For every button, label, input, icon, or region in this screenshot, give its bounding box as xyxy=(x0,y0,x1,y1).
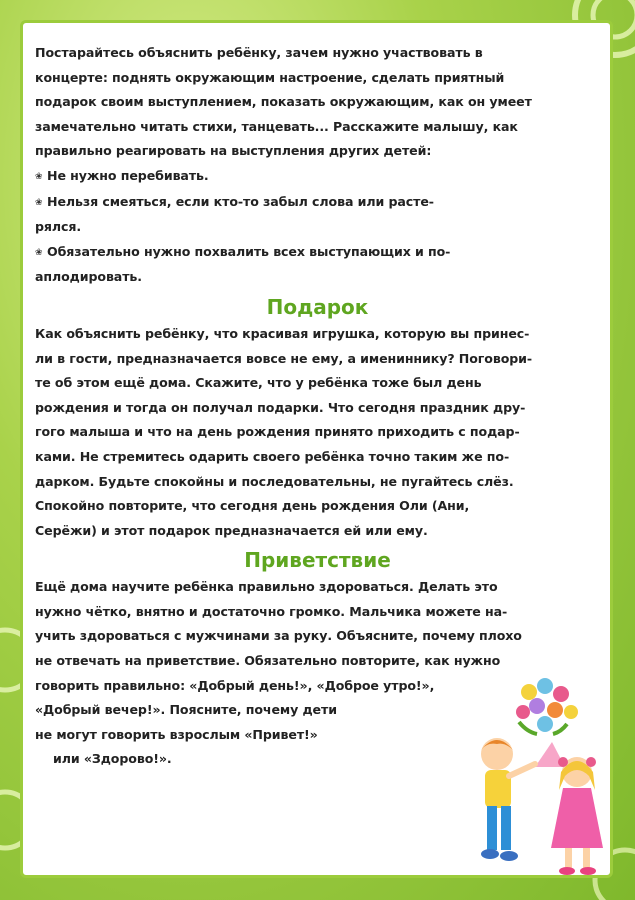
gift-line: гого малыша и что на день рождения принято приходить с подар- xyxy=(35,424,520,440)
gift-line: Серёжи) и этот подарок предназначается ей или ему. xyxy=(35,522,428,538)
gift-line: Спокойно повторите, что сегодня день рождения Оли (Ани, xyxy=(35,498,470,514)
intro-line: замечательно читать стихи, танцевать... Расскажите малышу, как xyxy=(35,118,518,134)
greeting-line: учить здороваться с мужчинами за руку. Объясните, почему плохо xyxy=(35,628,522,644)
bullet-item: ❀ Обязательно нужно похвалить всех выступающих и по- xyxy=(35,240,600,266)
gift-heading: Подарок xyxy=(266,294,369,319)
bullet-continuation: рялся. xyxy=(35,219,82,235)
gift-line: рождения и тогда он получал подарки. Что сегодня праздник дру- xyxy=(35,399,526,415)
intro-line: подарок своим выступлением, показать окружающим, как он умеет xyxy=(35,94,532,110)
intro-line: концерте: поднять окружающим настроение, сделать приятный xyxy=(35,69,505,85)
boy-figure xyxy=(481,738,535,861)
flower-bouquet-icon xyxy=(516,678,578,767)
paw-icon: ❀ xyxy=(35,247,43,258)
girl-figure xyxy=(551,757,603,875)
gift-paragraph xyxy=(35,322,600,543)
gift-line: дарком. Будьте спокойны и последовательны, не пугайтесь слёз. xyxy=(35,473,514,489)
paw-icon: ❀ xyxy=(35,197,43,208)
greeting-line: говорить правильно: «Добрый день!», «Доброе утро!», xyxy=(35,677,435,693)
gift-line: те об этом ещё дома. Скажите, что у ребёнка тоже был день xyxy=(35,375,482,391)
paw-icon: ❀ xyxy=(35,171,43,182)
bullet-item: ❀ Нельзя смеяться, если кто-то забыл слова или расте- xyxy=(35,190,600,216)
intro-line: Постарайтесь объяснить ребёнку, зачем нужно участвовать в xyxy=(35,45,483,60)
intro-line: правильно реагировать на выступления других детей: xyxy=(35,143,432,159)
children-illustration xyxy=(457,672,617,882)
greeting-line: Ещё дома научите ребёнка правильно здороваться. Делать это xyxy=(35,579,498,595)
intro-paragraph xyxy=(35,41,600,290)
greeting-line: не отвечать на приветствие. Обязательно повторите, как нужно xyxy=(35,653,501,669)
greeting-line: нужно чётко, внятно и достаточно громко. Мальчика можете на- xyxy=(35,603,508,619)
bullet-item: ❀ Не нужно перебивать. xyxy=(35,164,600,190)
greeting-line: «Добрый вечер!». Поясните, почему дети xyxy=(35,702,337,718)
gift-line: ками. Не стремитесь одарить своего ребёнка точно таким же по- xyxy=(35,448,510,464)
greeting-heading: Приветствие xyxy=(244,548,391,573)
bullet-continuation: аплодировать. xyxy=(35,269,142,285)
gift-line: Как объяснить ребёнку, что красивая игрушка, которую вы принес- xyxy=(35,325,530,341)
greeting-line: или «Здорово!». xyxy=(53,751,172,767)
gift-line: ли в гости, предназначается вовсе не ему, а имениннику? Поговори- xyxy=(35,350,533,366)
greeting-line: не могут говорить взрослым «Привет!» xyxy=(35,726,318,742)
